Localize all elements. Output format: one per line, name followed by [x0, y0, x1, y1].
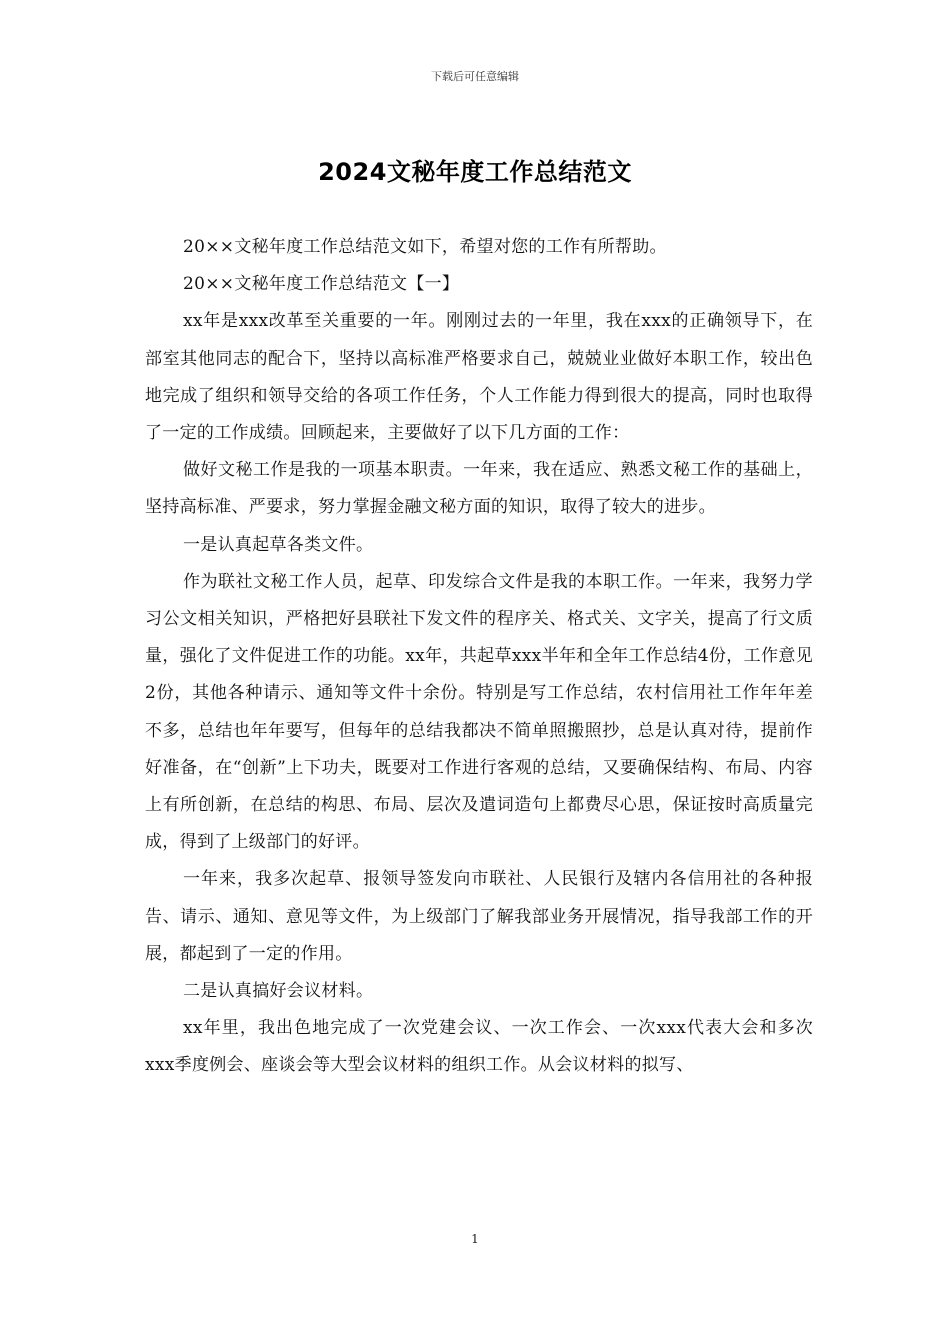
paragraph-meetings: xx年里，我出色地完成了一次党建会议、一次工作会、一次xxx代表大会和多次xxx季度例会、座谈会等大型会议材料的组织工作。从会议材料的拟写、 — [145, 1018, 813, 1076]
paragraph-reports: 一年来，我多次起草、报领导签发向市联社、人民银行及辖内各信用社的各种报告、请示、通知、意见等文件，为上级部门了解我部业务开展情况，指导我部工作的开展，都起到了一定的作用。 — [145, 869, 813, 964]
document-body — [145, 229, 813, 1085]
header-note: 下载后可任意编辑 — [431, 70, 519, 83]
paragraph-intro: 20××文秘年度工作总结范文如下，希望对您的工作有所帮助。 — [183, 237, 667, 257]
paragraph-overview: xx年是xxx改革至关重要的一年。刚刚过去的一年里，我在xxx的正确领导下，在部室其他同志的配合下，坚持以高标准严格要求自己，兢兢业业做好本职工作，较出色地完成了组织和领导交给的各项工作任务，个人工作能力得到很大的提高，同时也取得了一定的工作成绩。回顾起来，主要做好了以下几方面的工作： — [145, 311, 813, 444]
page-number: 1 — [471, 1232, 479, 1246]
paragraph-drafting: 作为联社文秘工作人员，起草、印发综合文件是我的本职工作。一年来，我努力学习公文相关知识，严格把好县联社下发文件的程序关、格式关、文字关，提高了行文质量，强化了文件促进工作的功能。xx年，共起草xxx半年和全年工作总结4份，工作意见2份，其他各种请示、通知等文件十余份。特别是写工作总结，农村信用社工作年年差不多，总结也年年要写，但每年的总结我都决不简单照搬照抄，总是认真对待，提前作好准备，在“创新”上下功夫，既要对工作进行客观的总结，又要确保结构、布局、内容上有所创新，在总结的构思、布局、层次及遣词造句上都费尽心思，保证按时高质量完成，得到了上级部门的好评。 — [145, 571, 813, 853]
paragraph-section-heading: 20××文秘年度工作总结范文【一】 — [183, 274, 460, 295]
paragraph-duty: 做好文秘工作是我的一项基本职责。一年来，我在适应、熟悉文秘工作的基础上，坚持高标准、严要求，努力掌握金融文秘方面的知识，取得了较大的进步。 — [145, 460, 813, 518]
document-title: 2024文秘年度工作总结范文 — [318, 158, 632, 186]
paragraph-point-one: 一是认真起草各类文件。 — [183, 534, 374, 555]
paragraph-point-two: 二是认真搞好会议材料。 — [183, 981, 374, 1002]
